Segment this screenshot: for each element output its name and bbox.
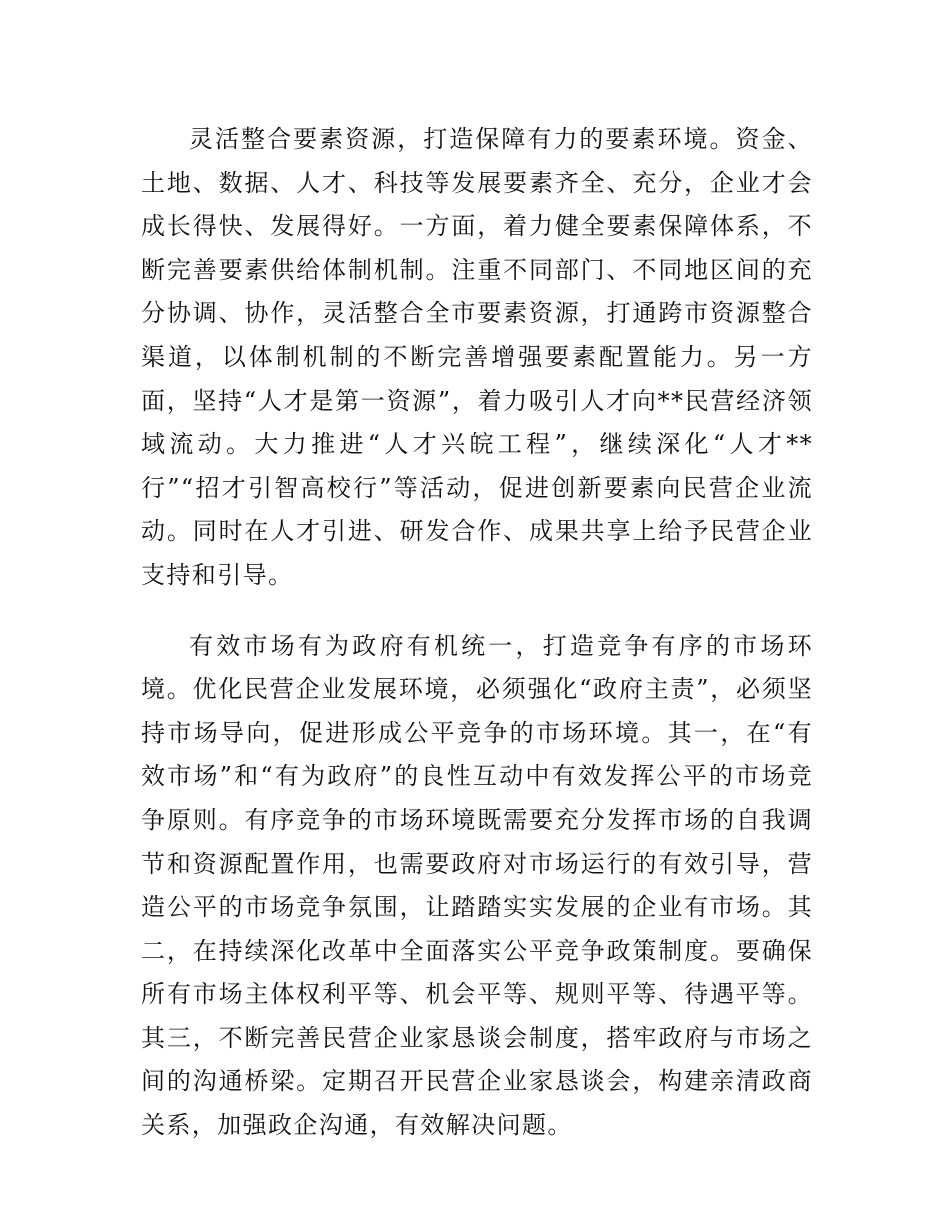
paragraph-market-environment: 有效市场有为政府有机统一，打造竞争有序的市场环境。优化民营企业发展环境，必须强化“政府主责”，必须坚持市场导向，促进形成公平竞争的市场环境。其一，在“有效市场”和“有为政府”的良性互动中有效发挥公平的市场竞争原则。有序竞争的市场环境既需要充分发挥市场的自我调节和资源配置作用，也需要政府对市场运行的有效引导，营造公平的市场竞争氛围，让踏踏实实发展的企业有市场。其二，在持续深化改革中全面落实公平竞争政策制度。要确保所有市场主体权利平等、机会平等、规则平等、待遇平等。其三，不断完善民营企业家恳谈会制度，搭牢政府与市场之间的沟通桥梁。定期召开民营企业家恳谈会，构建亲清政商关系，加强政企沟通，有效解决问题。 [141, 631, 813, 1140]
document-body [141, 118, 813, 1148]
paragraph-factor-resources: 灵活整合要素资源，打造保障有力的要素环境。资金、土地、数据、人才、科技等发展要素齐全、充分，企业才会成长得快、发展得好。一方面，着力健全要素保障体系，不断完善要素供给体制机制。注重不同部门、不同地区间的充分协调、协作，灵活整合全市要素资源，打通跨市资源整合渠道，以体制机制的不断完善增强要素配置能力。另一方面，坚持“人才是第一资源”，着力吸引人才向**民营经济领域流动。大力推进“人才兴皖工程”，继续深化“人才**行”“招才引智高校行”等活动，促进创新要素向民营企业流动。同时在人才引进、研发合作、成果共享上给予民营企业支持和引导。 [141, 125, 813, 589]
